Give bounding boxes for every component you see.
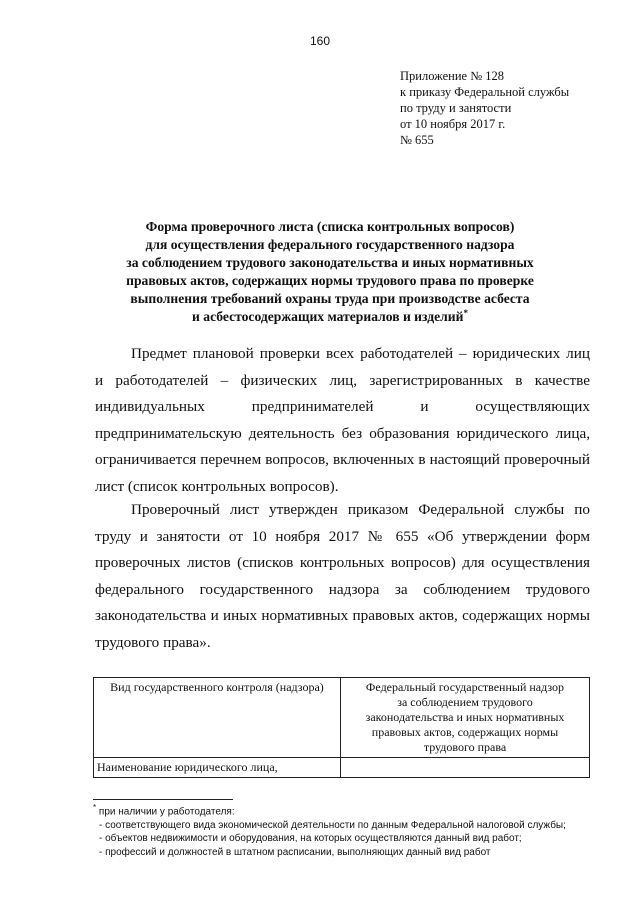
footnote-item: - соответствующего вида экономической деятельности по данным Федеральной налоговой службы;: [99, 819, 566, 831]
document-title: [80, 218, 580, 326]
title-line: для осуществления федерального государственного надзора: [145, 237, 515, 252]
paragraph-subject: [95, 341, 590, 500]
paragraph-line: предпринимательскую деятельность без образования юридического лица,: [95, 424, 590, 442]
page-number: 160: [309, 34, 331, 48]
paragraph-line: Предмет плановой проверки всех работодателей – юридических лиц: [131, 345, 590, 362]
paragraph-line: лист (список контрольных вопросов).: [95, 477, 339, 495]
footnote-lead: при наличии у работодателя:: [96, 806, 235, 818]
paragraph-line: труду и занятости от 10 ноября 2017 № 655 «Об утверждении форм: [95, 527, 590, 545]
appendix-line: к приказу Федеральной службы: [400, 85, 570, 99]
paragraph-line: Проверочный лист утвержден приказом Федеральной службы по: [131, 501, 590, 518]
appendix-header: [400, 68, 569, 148]
title-line: правовых актов, содержащих нормы трудового права по проверке: [126, 273, 534, 288]
table-cell-entity-name-value: [341, 758, 590, 778]
appendix-line: от 10 ноября 2017 г.: [400, 117, 506, 131]
cell-line: законодательства и иных нормативных: [365, 710, 565, 724]
paragraph-line: трудового права».: [95, 633, 211, 651]
title-line: за соблюдением трудового законодательства и иных нормативных: [126, 255, 534, 270]
table-cell-control-type-value: [341, 678, 590, 758]
cell-line: Федеральный государственный надзор: [365, 680, 565, 694]
appendix-line: № 655: [400, 133, 434, 147]
table-cell-control-type-label: Вид государственного контроля (надзора): [94, 678, 341, 758]
footnote-mark: *: [93, 803, 97, 812]
table-row: [94, 758, 590, 778]
footnote-divider: [93, 799, 233, 800]
cell-line: правовых актов, содержащих нормы: [371, 725, 559, 739]
footnote-item: - объектов недвижимости и оборудования, на которых осуществляются данный вид работ;: [99, 833, 522, 845]
appendix-line: Приложение № 128: [400, 69, 505, 83]
title-line-last: [80, 308, 580, 326]
table-row: [94, 678, 590, 758]
paragraph-line: и работодателей – физических лиц, зарегистрированных в качестве: [95, 371, 590, 389]
title-line: и асбестосодержащих материалов и изделий: [192, 309, 464, 324]
title-line: выполнения требований охраны труда при производстве асбеста: [130, 291, 530, 306]
cell-line: за соблюдением трудового: [397, 695, 533, 709]
paragraph-line: законодательства и иных нормативных правовых актов, содержащих нормы: [95, 607, 590, 624]
footnote-lead-line: [93, 801, 566, 819]
control-type-table: [93, 677, 590, 778]
footnote-reference: *: [463, 308, 468, 318]
table-cell-entity-name-label: Наименование юридического лица,: [94, 758, 341, 778]
appendix-line: по труду и занятости: [400, 101, 512, 115]
footnote: [93, 801, 566, 859]
paragraph-line: ограничивается перечнем вопросов, включенных в настоящий проверочный: [95, 451, 590, 468]
paragraph-line: индивидуальных предпринимателей и осуществляющих: [95, 398, 590, 415]
paragraph-line: проверочных листов (списков контрольных вопросов) для осуществления: [95, 554, 590, 571]
title-line: Форма проверочного листа (списка контрольных вопросов): [145, 219, 515, 234]
footnote-item: - профессий и должностей в штатном расписании, выполняющих данный вид работ: [99, 846, 491, 858]
paragraph-approval: [95, 497, 590, 656]
cell-line: трудового права: [423, 740, 507, 754]
paragraph-line: федерального государственного надзора за соблюдением трудового: [95, 580, 590, 598]
